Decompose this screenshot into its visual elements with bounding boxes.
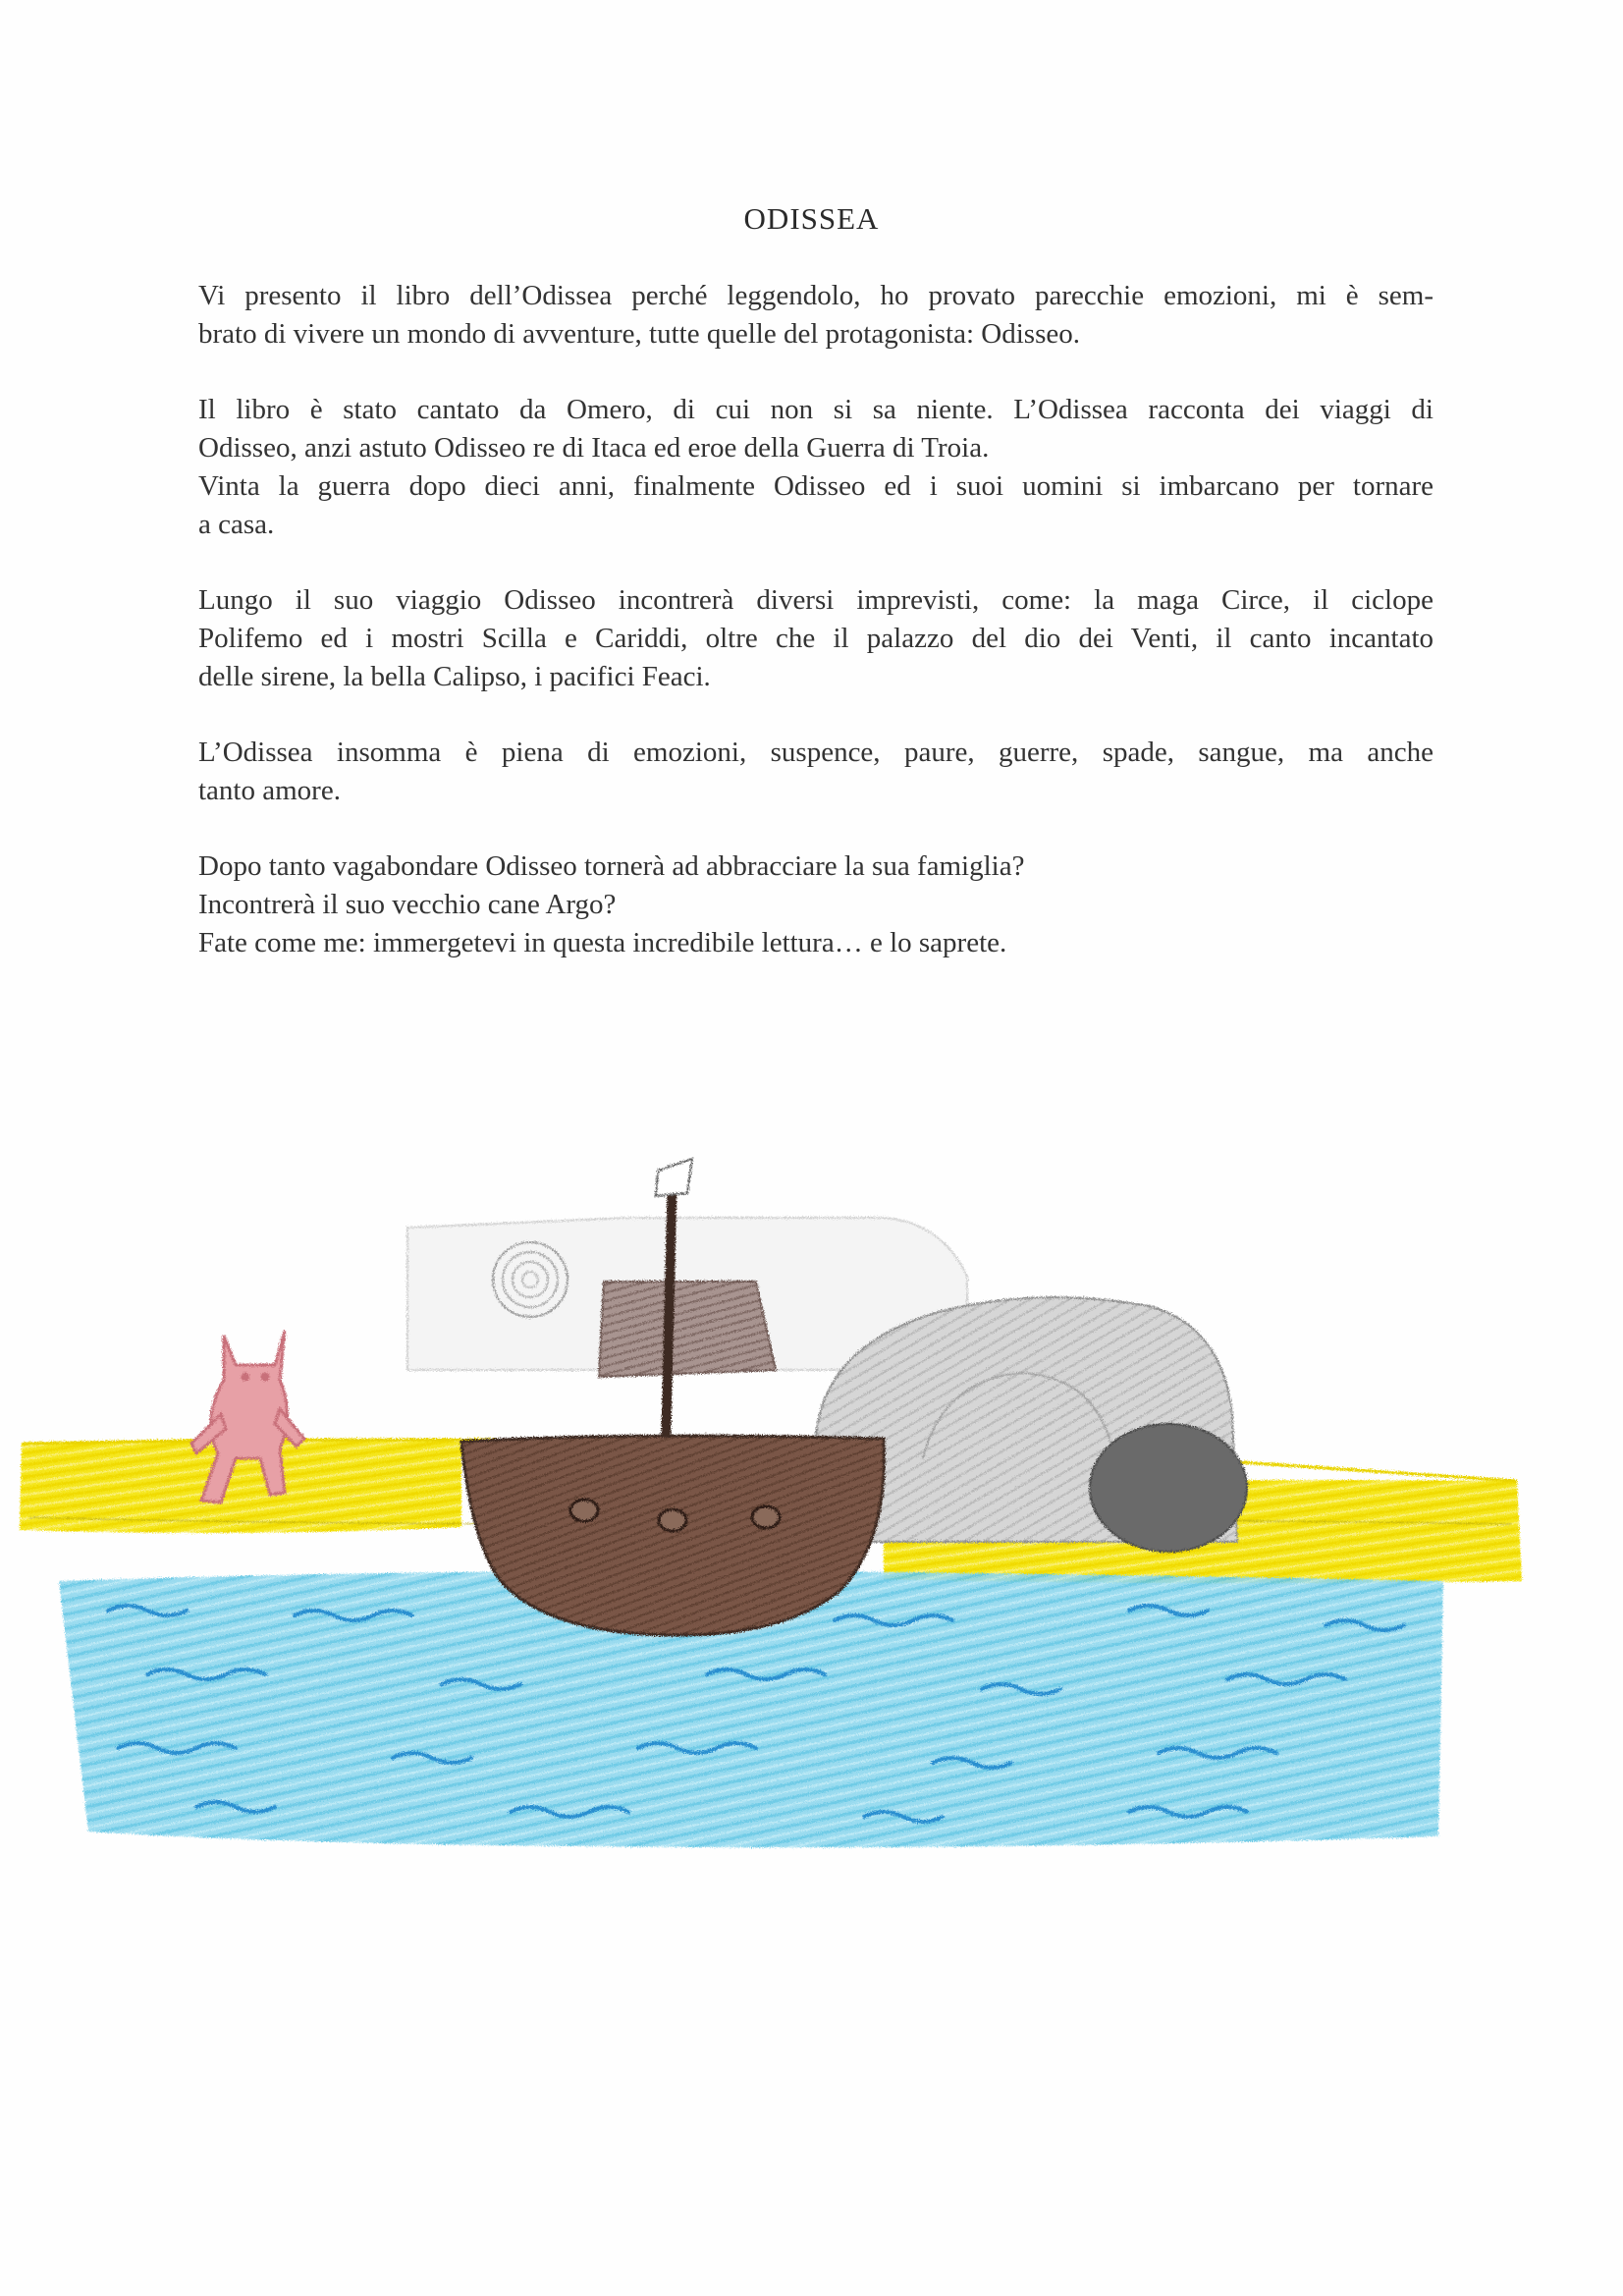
text-line: Fate come me: immergetevi in questa incredibile lettura… e lo saprete. [198,927,1007,958]
text-line: L’Odissea insomma è piena di emozioni, suspence, paure, guerre, spade, sangue, ma anche [198,737,1434,768]
text-line: delle sirene, la bella Calipso, i pacifici Feaci. [198,661,711,692]
text-line: a casa. [198,509,275,540]
text-line: Vinta la guerra dopo dieci anni, finalmente Odisseo ed i suoi uomini si imbarcano per tornare [198,470,1434,502]
crayon-drawing [0,1120,1623,1925]
text-line: Odisseo, anzi astuto Odisseo re di Itaca ed eroe della Guerra di Troia. [198,432,990,464]
text-line: Polifemo ed i mostri Scilla e Cariddi, oltre che il palazzo del dio dei Venti, il canto incantato [198,623,1434,654]
porthole-icon [570,1500,598,1521]
paragraph-5 [198,847,1434,962]
text-line: Il libro è stato cantato da Omero, di cui non si sa niente. L’Odissea racconta dei viaggi di [198,394,1434,425]
document-title: ODISSEA [743,201,880,236]
text-line: tanto amore. [198,775,341,806]
boat-mast [666,1169,673,1449]
cave-entrance [1090,1424,1247,1552]
text-line: Lungo il suo viaggio Odisseo incontrerà diversi imprevisti, come: la maga Circe, il ciclope [198,584,1434,616]
paragraph-3 [198,581,1434,696]
paragraph-4 [198,734,1434,810]
paragraph-2 [198,391,1434,544]
porthole-icon [659,1509,686,1531]
text-line: Incontrerà il suo vecchio cane Argo? [198,889,617,920]
document-body [198,277,1434,1000]
text-line: Dopo tanto vagabondare Odisseo tornerà ad abbracciare la sua famiglia? [198,850,1025,882]
boat-flag [656,1159,692,1196]
boat-sail [599,1282,776,1377]
paragraph-1 [198,277,1434,354]
text-line: brato di vivere un mondo di avventure, tutte quelle del protagonista: Odisseo. [198,318,1080,350]
text-line: Vi presento il libro dell’Odissea perché leggendolo, ho provato parecchie emozioni, mi è sem- [198,280,1434,311]
porthole-icon [752,1506,780,1528]
